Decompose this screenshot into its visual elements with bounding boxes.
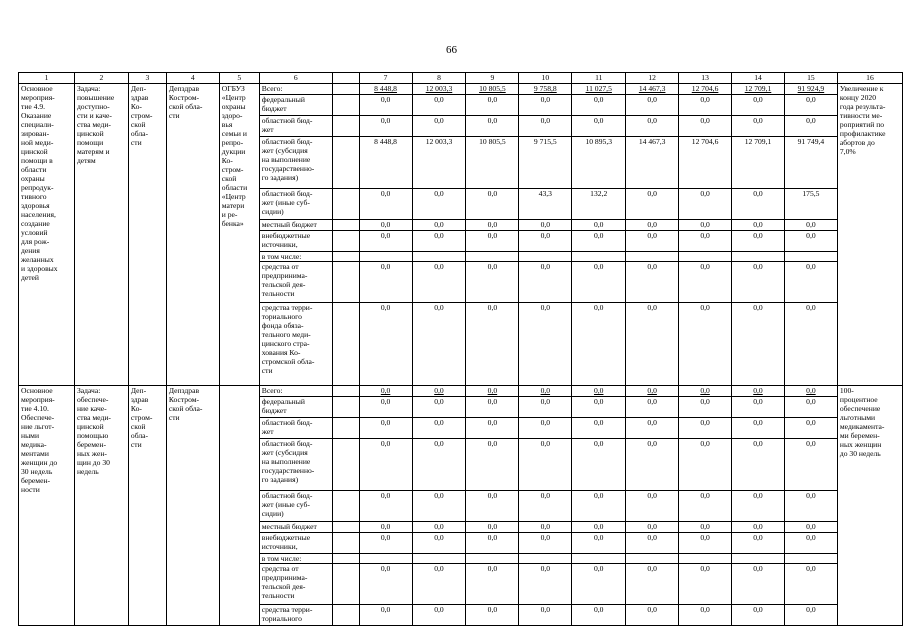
value-cell: 0,0 [626,386,679,397]
value-cell: 0,0 [572,439,626,491]
value-cell: 0,0 [784,116,837,137]
value-cell: 0,0 [519,262,572,303]
value-cell: 0,0 [784,95,837,116]
value-cell: 0,0 [732,220,785,231]
value-cell: 0,0 [359,491,412,522]
value-cell: 0,0 [679,439,732,491]
value-cell: 0,0 [732,303,785,386]
value-cell: 0,0 [412,116,466,137]
value-cell: 43,3 [519,189,572,220]
value-cell: 91 924,9 [784,84,837,95]
funding-source: областной бюд- жет [259,116,332,137]
funding-source: местный бюджет [259,220,332,231]
blank-cell [332,220,359,231]
value-cell: 0,0 [412,564,466,605]
value-cell: 0,0 [412,220,466,231]
value-cell: 0,0 [679,189,732,220]
value-cell: 0,0 [572,95,626,116]
blank-cell [332,137,359,189]
blank-cell [332,522,359,533]
block-measure: Основное мероприя- тие 4.10. Обеспече- ние льгот- ными медика- ментами женщин до 30 недель беремен- ности [19,386,75,626]
value-cell: 0,0 [679,533,732,554]
header-cell-4: 4 [166,73,219,84]
value-cell: 0,0 [412,262,466,303]
value-cell: 0,0 [572,116,626,137]
value-cell: 0,0 [572,231,626,252]
value-cell: 0,0 [359,231,412,252]
table-row [19,386,903,397]
funding-source: в том числе: [259,554,332,564]
value-cell: 0,0 [679,605,732,626]
funding-source: средства терри- ториального [259,605,332,626]
value-cell: 0,0 [626,564,679,605]
header-cell-3: 3 [128,73,166,84]
funding-source: средства от предпринима- тельской дея- тельности [259,262,332,303]
value-cell: 0,0 [626,439,679,491]
value-cell: 0,0 [466,231,519,252]
value-cell: 0,0 [412,189,466,220]
blank-cell [332,189,359,220]
header-cell-12: 11 [572,73,626,84]
block-task: Задача: повышение доступно- сти и каче- ства меди- цинской помощи матерям и детям [74,84,128,386]
value-cell: 0,0 [626,522,679,533]
value-cell: 9 758,8 [519,84,572,95]
blank-cell [332,439,359,491]
value-cell: 0,0 [466,439,519,491]
value-cell: 0,0 [732,491,785,522]
value-cell: 0,0 [519,605,572,626]
value-cell: 0,0 [784,491,837,522]
value-cell: 0,0 [679,262,732,303]
header-cell-14: 13 [679,73,732,84]
header-cell-7 [332,73,359,84]
block-result: 100- процентное обеспечение льготными медикамента- ми беремен- ных женщин до 30 недель [837,386,902,626]
table-row [19,84,903,95]
value-cell: 0,0 [359,439,412,491]
value-cell: 0,0 [626,116,679,137]
value-cell: 0,0 [732,189,785,220]
blank-cell [332,397,359,418]
block-org: ОГБУЗ «Центр охраны здоро- вья семьи и репро- дукции Ко- стром- ской области «Центр матери и ре- бенка» [219,84,259,386]
blank-cell [332,554,359,564]
block-measure: Основное мероприя- тие 4.9. Оказание специали- зирован- ной меди- цинской помощи в области охраны репродук- тивного здоровья населения, создание условий для рож- дения желанных и здоровых детей [19,84,75,386]
value-cell: 0,0 [359,533,412,554]
value-cell: 0,0 [466,522,519,533]
value-cell: 0,0 [466,605,519,626]
value-cell: 0,0 [732,439,785,491]
value-cell: 0,0 [732,95,785,116]
value-cell: 0,0 [572,491,626,522]
value-cell [784,554,837,564]
value-cell: 0,0 [412,386,466,397]
value-cell [519,252,572,262]
value-cell: 0,0 [732,231,785,252]
funding-source: средства от предпринима- тельской дея- тельности [259,564,332,605]
header-cell-17: 16 [837,73,902,84]
blank-cell [332,386,359,397]
block-executor: Деп- здрав Ко- стром- ской обла- сти [128,84,166,386]
header-cell-16: 15 [784,73,837,84]
value-cell: 0,0 [626,491,679,522]
value-cell: 0,0 [466,397,519,418]
blank-cell [332,252,359,262]
value-cell: 0,0 [572,262,626,303]
value-cell: 0,0 [519,386,572,397]
funding-source: областной бюд- жет (субсидия на выполнение государственно- го задания) [259,439,332,491]
value-cell: 0,0 [466,116,519,137]
value-cell: 0,0 [679,95,732,116]
value-cell: 0,0 [359,262,412,303]
header-cell-15: 14 [732,73,785,84]
value-cell: 12 003,3 [412,84,466,95]
value-cell: 0,0 [784,262,837,303]
value-cell: 0,0 [519,533,572,554]
value-cell: 0,0 [784,303,837,386]
value-cell [626,554,679,564]
value-cell: 0,0 [732,262,785,303]
value-cell [572,252,626,262]
value-cell: 0,0 [519,397,572,418]
funding-source: федеральный бюджет [259,397,332,418]
value-cell: 0,0 [732,418,785,439]
value-cell: 0,0 [359,418,412,439]
value-cell [572,554,626,564]
value-cell: 0,0 [626,533,679,554]
value-cell: 0,0 [784,439,837,491]
value-cell: 0,0 [679,397,732,418]
value-cell: 8 448,8 [359,137,412,189]
value-cell: 0,0 [519,116,572,137]
value-cell: 0,0 [679,522,732,533]
blank-cell [332,418,359,439]
value-cell: 0,0 [784,397,837,418]
blank-cell [332,564,359,605]
value-cell: 0,0 [519,522,572,533]
value-cell: 0,0 [412,95,466,116]
block-task: Задача: обеспече- ние каче- ства меди- цинской помощью беремен- ных жен- щин до 30 недель [74,386,128,626]
blank-cell [332,84,359,95]
value-cell: 0,0 [784,522,837,533]
value-cell: 0,0 [784,418,837,439]
value-cell: 0,0 [466,95,519,116]
value-cell: 0,0 [784,605,837,626]
value-cell: 0,0 [359,95,412,116]
value-cell [732,554,785,564]
value-cell: 12 003,3 [412,137,466,189]
value-cell: 0,0 [466,418,519,439]
value-cell: 0,0 [412,231,466,252]
value-cell: 12 709,1 [732,137,785,189]
value-cell: 0,0 [732,605,785,626]
value-cell: 0,0 [732,386,785,397]
value-cell: 0,0 [412,491,466,522]
funding-source: Всего: [259,386,332,397]
value-cell: 0,0 [679,564,732,605]
funding-source: областной бюд- жет (иные суб- сидии) [259,189,332,220]
header-cell-11: 10 [519,73,572,84]
funding-source: областной бюд- жет (субсидия на выполнение государственно- го задания) [259,137,332,189]
funding-source: Всего: [259,84,332,95]
funding-source: внебюджетные источники, [259,533,332,554]
value-cell [626,252,679,262]
value-cell: 0,0 [412,439,466,491]
value-cell: 14 467,3 [626,84,679,95]
value-cell: 12 704,6 [679,137,732,189]
value-cell: 0,0 [572,397,626,418]
blank-cell [332,533,359,554]
value-cell: 132,2 [572,189,626,220]
header-cell-5: 5 [219,73,259,84]
value-cell: 0,0 [679,231,732,252]
value-cell: 0,0 [412,303,466,386]
value-cell: 0,0 [732,564,785,605]
value-cell: 0,0 [466,189,519,220]
funding-source: местный бюджет [259,522,332,533]
budget-table [18,72,903,626]
value-cell: 0,0 [679,303,732,386]
value-cell: 14 467,3 [626,137,679,189]
value-cell: 0,0 [626,262,679,303]
value-cell: 0,0 [626,220,679,231]
value-cell: 0,0 [626,95,679,116]
value-cell: 0,0 [466,564,519,605]
value-cell [732,252,785,262]
value-cell: 0,0 [466,533,519,554]
block-coexec: Депздрав Костром- ской обла- сти [166,84,219,386]
value-cell: 0,0 [626,418,679,439]
value-cell: 0,0 [732,116,785,137]
value-cell: 0,0 [784,533,837,554]
blank-cell [332,605,359,626]
value-cell: 0,0 [572,605,626,626]
header-cell-6: 6 [259,73,332,84]
value-cell [679,554,732,564]
value-cell: 0,0 [519,418,572,439]
value-cell: 0,0 [412,533,466,554]
funding-source: областной бюд- жет [259,418,332,439]
page-number: 66 [446,44,457,56]
funding-source: областной бюд- жет (иные суб- сидии) [259,491,332,522]
value-cell: 0,0 [359,564,412,605]
funding-source: средства терри- ториального фонда обяза- тельного меди- цинского стра- хования Ко- стромской обла- сти [259,303,332,386]
value-cell: 0,0 [466,303,519,386]
value-cell: 0,0 [572,303,626,386]
value-cell [412,252,466,262]
value-cell: 0,0 [679,418,732,439]
value-cell: 0,0 [679,116,732,137]
value-cell [519,554,572,564]
header-cell-13: 12 [626,73,679,84]
value-cell [412,554,466,564]
value-cell: 0,0 [412,418,466,439]
value-cell [466,252,519,262]
value-cell: 0,0 [732,397,785,418]
value-cell: 0,0 [519,95,572,116]
value-cell: 0,0 [519,564,572,605]
blank-cell [332,116,359,137]
blank-cell [332,491,359,522]
value-cell: 0,0 [732,522,785,533]
value-cell: 0,0 [572,418,626,439]
value-cell: 0,0 [572,386,626,397]
value-cell: 0,0 [732,533,785,554]
value-cell: 0,0 [572,564,626,605]
value-cell: 0,0 [412,397,466,418]
value-cell: 0,0 [359,220,412,231]
value-cell: 0,0 [679,220,732,231]
value-cell: 0,0 [412,605,466,626]
value-cell: 91 749,4 [784,137,837,189]
value-cell: 0,0 [572,533,626,554]
value-cell: 0,0 [466,491,519,522]
value-cell: 0,0 [359,386,412,397]
header-cell-10: 9 [466,73,519,84]
value-cell: 0,0 [519,303,572,386]
value-cell: 0,0 [519,231,572,252]
funding-source: федеральный бюджет [259,95,332,116]
value-cell: 0,0 [784,386,837,397]
value-cell: 0,0 [784,564,837,605]
value-cell: 175,5 [784,189,837,220]
block-executor: Деп- здрав Ко- стром- ской обла- сти [128,386,166,626]
value-cell [679,252,732,262]
header-cell-2: 2 [74,73,128,84]
value-cell: 0,0 [572,522,626,533]
value-cell: 0,0 [784,220,837,231]
funding-source: в том числе: [259,252,332,262]
value-cell [359,252,412,262]
value-cell: 0,0 [466,386,519,397]
value-cell: 0,0 [412,522,466,533]
value-cell: 0,0 [572,220,626,231]
value-cell: 0,0 [626,397,679,418]
value-cell: 0,0 [466,220,519,231]
value-cell [466,554,519,564]
value-cell: 12 709,1 [732,84,785,95]
value-cell: 0,0 [359,189,412,220]
value-cell: 0,0 [359,397,412,418]
value-cell [784,252,837,262]
blank-cell [332,231,359,252]
value-cell: 11 027,5 [572,84,626,95]
value-cell: 12 704,6 [679,84,732,95]
header-cell-8: 7 [359,73,412,84]
value-cell: 0,0 [359,605,412,626]
header-row [19,73,903,84]
blank-cell [332,303,359,386]
header-cell-9: 8 [412,73,466,84]
value-cell: 8 448,8 [359,84,412,95]
value-cell: 0,0 [519,220,572,231]
block-result: Увеличение к концу 2020 года результа- тивности ме- роприятий по профилактике абортов до 7,0% [837,84,902,386]
value-cell: 0,0 [679,386,732,397]
value-cell: 0,0 [626,303,679,386]
value-cell: 10 805,5 [466,84,519,95]
blank-cell [332,262,359,303]
value-cell: 0,0 [626,189,679,220]
value-cell: 10 805,5 [466,137,519,189]
block-coexec: Депздрав Костром- ской обла- сти [166,386,219,626]
value-cell: 10 895,3 [572,137,626,189]
value-cell: 0,0 [519,491,572,522]
funding-source: внебюджетные источники, [259,231,332,252]
blank-cell [332,95,359,116]
value-cell: 0,0 [466,262,519,303]
value-cell: 0,0 [626,231,679,252]
value-cell: 0,0 [359,303,412,386]
value-cell: 0,0 [519,439,572,491]
value-cell [359,554,412,564]
value-cell: 0,0 [784,231,837,252]
value-cell: 0,0 [679,491,732,522]
value-cell: 0,0 [626,605,679,626]
value-cell: 0,0 [359,522,412,533]
value-cell: 9 715,5 [519,137,572,189]
value-cell: 0,0 [359,116,412,137]
header-cell-1: 1 [19,73,75,84]
block-org [219,386,259,626]
